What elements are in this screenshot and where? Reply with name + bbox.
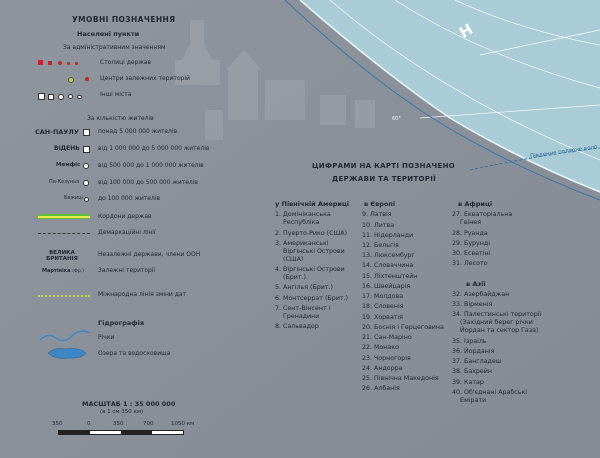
list-item: 37. Бангладеш: [452, 358, 502, 366]
pop-symbol-3: [83, 163, 89, 169]
settlements-title: Населені пункти: [77, 30, 140, 38]
list-item: 26. Албанія: [362, 385, 400, 393]
independent-label: Незалежні держави, члени ООН: [98, 251, 201, 258]
scale-tick-0: 350: [52, 421, 63, 427]
pop-symbol-1: [83, 129, 90, 136]
pop-label-4: від 100 000 до 500 000 жителів: [98, 179, 198, 186]
asia-list: [452, 291, 597, 405]
list-item: 11. Нідерланди: [362, 231, 414, 239]
asia-heading: в Азії: [466, 279, 486, 288]
list-item: 27. Екваторіальна Гвінея: [452, 211, 513, 227]
list-item: 19. Хорватія: [362, 313, 403, 321]
pop-sample-5: Бажиш: [64, 195, 83, 201]
sample-dependent: [42, 269, 84, 275]
meridian-label: 60°: [392, 116, 401, 122]
lakes-label: Озера та водосховища: [98, 350, 171, 357]
list-item: 3. Американські Віргінські Острови (США): [275, 239, 345, 263]
africa-heading: в Африці: [458, 200, 493, 208]
pop-sample-3: Мемфіс: [56, 162, 81, 168]
ocean-letter: Н: [456, 20, 476, 43]
list-item: 1. Домініканська Республіка: [275, 211, 331, 227]
north-america-column: [275, 200, 365, 333]
list-item: 9. Латвія: [362, 211, 392, 219]
list-item: 22. Монако: [362, 344, 399, 352]
lake-icon: [44, 345, 90, 361]
sample-dependent-name: Мартініка: [42, 268, 71, 274]
scale-subtitle: (в 1 см 350 км): [100, 409, 144, 415]
pop-symbol-4: [83, 180, 89, 186]
africa-list: [452, 211, 597, 268]
pop-symbol-2: [83, 146, 90, 153]
dateline-label: Міжнародна лінія зміни дат: [98, 291, 187, 298]
list-item: 25. Північна Македонія: [362, 375, 439, 383]
scale-bar: [58, 430, 184, 435]
rivers-label: Річки: [98, 334, 115, 341]
dependent-label: Залежні території: [98, 267, 156, 274]
list-item: 2. Пуерто-Рико (США): [275, 229, 348, 237]
border-line-inner: [38, 216, 90, 218]
list-item: 38. Бахрейн: [452, 368, 493, 376]
scale-tick-4: 1050 км: [171, 421, 195, 427]
sample-state: ВЕЛИКА БРИТАНІЯ: [46, 250, 78, 263]
list-item: 12. Бельгія: [362, 242, 399, 250]
list-item: 14. Словаччина: [362, 262, 414, 270]
list-item: 24. Андорра: [362, 364, 403, 372]
europe-heading: в Європі: [364, 200, 396, 208]
dateline-symbol: [38, 295, 90, 297]
list-item: 10. Литва: [362, 221, 395, 229]
capitals-label: Столиці держав: [100, 59, 152, 66]
europe-list: [362, 211, 447, 393]
list-item: 28. Руанда: [452, 229, 488, 237]
numbers-title-line1: ЦИФРАМИ НА КАРТІ ПОЗНАЧЕНО: [312, 162, 456, 170]
list-item: 18. Словенія: [362, 303, 404, 311]
list-item: 8. Сальвадор: [275, 323, 319, 331]
list-item: 30. Есватіні: [452, 250, 491, 258]
pop-symbol-5: [84, 197, 89, 202]
dependent-centers-label: Центри залежних територій: [100, 75, 190, 82]
list-item: 31. Лесото: [452, 260, 488, 268]
scale-tick-3: 700: [143, 421, 154, 427]
hydro-title: Гідрографія: [98, 319, 145, 327]
pop-sample-4: Па-Козунья: [49, 179, 80, 185]
scale-tick-1: 0: [87, 421, 91, 427]
numbers-title-line2: ДЕРЖАВИ ТА ТЕРИТОРІЇ: [332, 175, 437, 183]
by-population-label: За кількістю жителів: [87, 115, 154, 122]
borders-label: Кордони держав: [98, 213, 152, 220]
europe-column: [362, 200, 447, 396]
list-item: 23. Чорногорія: [362, 354, 411, 362]
pop-label-2: від 1 000 000 до 5 000 000 жителів: [98, 145, 210, 152]
pop-sample-2: ВІДЕНЬ: [54, 145, 80, 152]
list-item: 13. Люксембург: [362, 252, 415, 260]
list-item: 39. Катар: [452, 378, 484, 386]
pop-label-1: понад 5 000 000 жителів: [98, 128, 178, 135]
list-item: 36. Йорданія: [452, 347, 495, 355]
list-item: 21. Сан-Маріно: [362, 334, 412, 342]
polar-circle-label: Південне полярне коло: [529, 144, 598, 160]
list-item: 6. Монтсеррат (Брит.): [275, 294, 348, 302]
list-item: 29. Бурунді: [452, 239, 491, 247]
scale-title: МАСШТАБ 1 : 35 000 000: [82, 400, 176, 408]
list-item: 20. Боснія і Герцеговина: [362, 323, 444, 331]
pop-sample-1: САН-ПАУЛУ: [35, 128, 79, 136]
other-cities-label: Інші міста: [100, 91, 132, 98]
list-item: 17. Молдова: [362, 293, 404, 301]
list-item: 16. Швейцарія: [362, 282, 411, 290]
scale-tick-2: 350: [113, 421, 124, 427]
legend-title: УМОВНІ ПОЗНАЧЕННЯ: [72, 15, 176, 24]
list-item: 33. Вірменія: [452, 301, 493, 309]
list-item: 32. Азербайджан: [452, 290, 510, 298]
list-item: 4. Віргінські Острови (Брит.): [275, 266, 345, 282]
north-america-heading: у Північній Америці: [275, 200, 350, 208]
pop-label-5: до 100 000 жителів: [98, 195, 160, 202]
list-item: 35. Ізраїль: [452, 337, 487, 345]
river-icon: [38, 330, 94, 344]
north-america-list: [275, 211, 365, 331]
sample-dependent-suffix: (Фр.): [72, 269, 84, 274]
by-admin-label: За адміністративним значенням: [63, 44, 166, 51]
demarcation-label: Демаркаційні лінії: [98, 229, 156, 236]
pop-label-3: від 500 000 до 1 000 000 жителів: [98, 162, 204, 169]
demarcation-symbol: [38, 233, 90, 234]
list-item: 15. Ліхтенштейн: [362, 272, 418, 280]
list-item: 34. Палестинські території (Західний берег річки Йордан та сектор Газа): [452, 311, 542, 335]
list-item: 40. Об'єднані Арабські Емірати: [452, 388, 528, 404]
list-item: 5. Ангілья (Брит.): [275, 284, 334, 292]
africa-column: [452, 200, 597, 407]
list-item: 7. Сент-Вінсент і Гренадини: [275, 304, 331, 320]
